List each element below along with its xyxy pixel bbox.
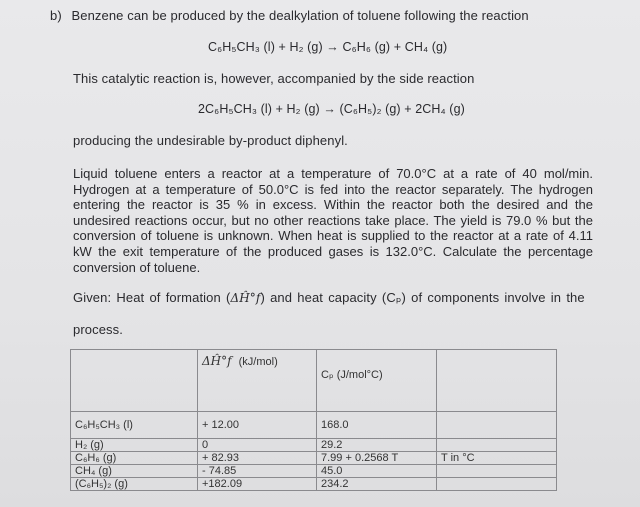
component-name: H₂ (g)	[71, 439, 198, 452]
table-row	[71, 465, 557, 478]
table-row	[71, 452, 557, 465]
header-heat-capacity: Cₚ (J/mol°C)	[317, 350, 437, 412]
properties-table	[70, 349, 557, 491]
note-cell: T in °C	[437, 452, 557, 465]
header-component	[71, 350, 198, 412]
question-intro	[50, 8, 529, 23]
hf-value: + 12.00	[198, 412, 317, 439]
header-note	[437, 350, 557, 412]
cp-value: 168.0	[317, 412, 437, 439]
note-cell	[437, 478, 557, 491]
given-line	[73, 290, 585, 306]
header-heat-of-formation	[198, 350, 317, 412]
given-after: ) and heat capacity (Cₚ) of components involve in the	[260, 290, 585, 305]
table-row	[71, 478, 557, 491]
hf-value: + 82.93	[198, 452, 317, 465]
component-name: C₆H₅CH₃ (l)	[71, 412, 198, 439]
side-reaction-intro: This catalytic reaction is, however, accompanied by the side reaction	[73, 71, 475, 86]
part-label: b)	[50, 8, 62, 23]
given-before: Given: Heat of formation (	[73, 290, 231, 305]
component-name: C₆H₆ (g)	[71, 452, 198, 465]
table-row	[71, 439, 557, 452]
table-row	[71, 412, 557, 439]
cp-value: 7.99 + 0.2568 T	[317, 452, 437, 465]
header-hf-unit: (kJ/mol)	[238, 356, 278, 368]
hf-value: +182.09	[198, 478, 317, 491]
cp-value: 29.2	[317, 439, 437, 452]
process-word: process.	[73, 322, 123, 337]
table-header-row	[71, 350, 557, 412]
cp-value: 234.2	[317, 478, 437, 491]
heat-of-formation-symbol: ΔĤ°f	[230, 291, 261, 305]
hf-value: 0	[198, 439, 317, 452]
header-hf-symbol: ΔĤ°f	[202, 354, 232, 368]
note-cell	[437, 439, 557, 452]
hf-value: - 74.85	[198, 465, 317, 478]
main-reaction-equation: C₆H₅CH₃ (l) + H₂ (g) → C₆H₆ (g) + CH₄ (g)	[208, 40, 448, 54]
intro-text: Benzene can be produced by the dealkylation of toluene following the reaction	[71, 8, 529, 23]
side-reaction-equation: 2C₆H₅CH₃ (l) + H₂ (g) → (C₆H₅)₂ (g) + 2CH₄ (g)	[198, 102, 465, 116]
note-cell	[437, 412, 557, 439]
cp-value: 45.0	[317, 465, 437, 478]
byproduct-text: producing the undesirable by-product diphenyl.	[73, 133, 348, 148]
problem-statement: Liquid toluene enters a reactor at a temperature of 70.0°C at a rate of 40 mol/min. Hydrogen at a temperature of 50.0°C is fed into the reactor separately. The hydrogen entering the reactor is 35 % in excess. Within the reactor both the desired and the undesired reactions occur, but no other reactions take place. The yield is 79.0 % but the conversion of toluene is unknown. When heat is supplied to the reactor at a rate of 4.11 kW the exit temperature of the produced gases is 132.0°C. Calculate the percentage conversion of toluene.	[73, 166, 593, 275]
component-name: CH₄ (g)	[71, 465, 198, 478]
note-cell	[437, 465, 557, 478]
component-name: (C₆H₅)₂ (g)	[71, 478, 198, 491]
